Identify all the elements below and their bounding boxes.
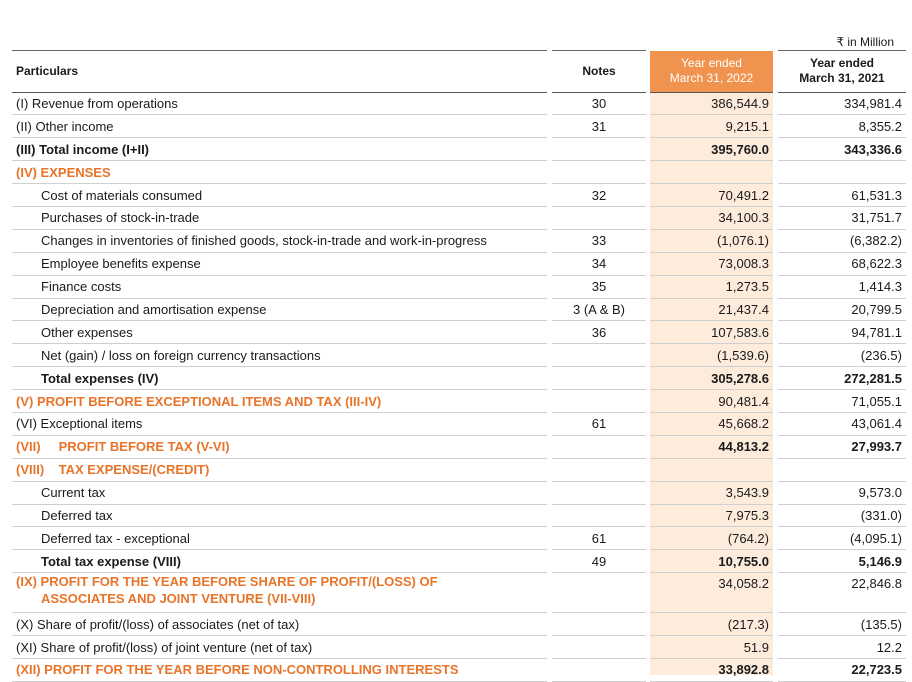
table-row [12,138,906,161]
header-row [12,51,906,92]
row-notes [552,138,646,161]
row-previous: 12.2 [778,636,906,659]
row-current: 305,278.6 [650,367,773,390]
row-previous: 334,981.4 [778,92,906,115]
row-notes: 32 [552,184,646,207]
row-label: (X) Share of profit/(loss) of associates (net of tax) [12,613,547,636]
row-notes [552,367,646,390]
row-previous: 8,355.2 [778,115,906,138]
row-previous: 71,055.1 [778,390,906,413]
row-previous: (135.5) [778,613,906,636]
row-notes [552,613,646,636]
table-row [12,184,906,207]
table-row [12,412,906,435]
row-label: (XII) PROFIT FOR THE YEAR BEFORE NON-CONTROLLING INTERESTS [12,658,547,681]
row-label: Total expenses (IV) [12,367,547,390]
row-label: Current tax [12,481,547,504]
table-row [12,229,906,252]
row-label: (VII) PROFIT BEFORE TAX (V-VI) [12,435,547,458]
table-row [12,435,906,458]
table-row [12,92,906,115]
row-previous: 343,336.6 [778,138,906,161]
table-row [12,206,906,229]
row-current: 44,813.2 [650,435,773,458]
row-current: 21,437.4 [650,298,773,321]
row-previous: 9,573.0 [778,481,906,504]
row-notes: 61 [552,412,646,435]
table-row [12,481,906,504]
row-label: Deferred tax [12,504,547,527]
row-notes [552,344,646,367]
row-current: 73,008.3 [650,252,773,275]
table-row [12,275,906,298]
row-current: 10,755.0 [650,550,773,573]
table-row [12,504,906,527]
row-label: (I) Revenue from operations [12,92,547,115]
row-current: 90,481.4 [650,390,773,413]
statement-table [12,51,906,682]
row-current: (764.2) [650,527,773,550]
row-label: (IV) EXPENSES [12,161,547,184]
row-previous: 27,993.7 [778,435,906,458]
row-previous: 20,799.5 [778,298,906,321]
row-previous: (331.0) [778,504,906,527]
row-current: (1,076.1) [650,229,773,252]
table-row [12,161,906,184]
row-previous [778,161,906,184]
row-notes: 49 [552,550,646,573]
table-row [12,344,906,367]
table-row [12,390,906,413]
row-notes [552,161,646,184]
row-notes [552,573,646,613]
row-current: 51.9 [650,636,773,659]
row-current: 3,543.9 [650,481,773,504]
table-row [12,367,906,390]
row-label: Purchases of stock-in-trade [12,206,547,229]
row-previous: (4,095.1) [778,527,906,550]
row-label: Changes in inventories of finished goods, stock-in-trade and work-in-progress [12,229,547,252]
row-label: (VIII) TAX EXPENSE/(CREDIT) [12,458,547,481]
row-previous: 94,781.1 [778,321,906,344]
row-previous: 43,061.4 [778,412,906,435]
table-row [12,636,906,659]
row-current: (217.3) [650,613,773,636]
row-previous: (236.5) [778,344,906,367]
particulars-header: Particulars [12,51,547,92]
table-row [12,115,906,138]
row-current: 7,975.3 [650,504,773,527]
row-label: Finance costs [12,275,547,298]
table-row [12,458,906,481]
row-label: Depreciation and amortisation expense [12,298,547,321]
row-label: (VI) Exceptional items [12,412,547,435]
row-notes: 36 [552,321,646,344]
row-notes [552,481,646,504]
row-label: Cost of materials consumed [12,184,547,207]
row-notes: 35 [552,275,646,298]
row-current: (1,539.6) [650,344,773,367]
row-notes [552,658,646,681]
row-current: 1,273.5 [650,275,773,298]
table-row [12,298,906,321]
previous-year-header: Year ended March 31, 2021 [778,51,906,92]
row-label: (II) Other income [12,115,547,138]
table-row [12,527,906,550]
notes-header: Notes [552,51,646,92]
row-label: (XI) Share of profit/(loss) of joint venture (net of tax) [12,636,547,659]
row-previous [778,458,906,481]
row-label: Net (gain) / loss on foreign currency transactions [12,344,547,367]
row-label: Total tax expense (VIII) [12,550,547,573]
row-current: 395,760.0 [650,138,773,161]
row-label: Other expenses [12,321,547,344]
row-current: 33,892.8 [650,658,773,681]
row-current: 9,215.1 [650,115,773,138]
table-row [12,613,906,636]
row-notes [552,636,646,659]
unit-label: ₹ in Million [836,35,894,49]
row-current: 34,058.2 [650,573,773,613]
row-previous: 1,414.3 [778,275,906,298]
row-current: 386,544.9 [650,92,773,115]
current-year-header: Year ended March 31, 2022 [650,51,773,92]
row-previous: 22,846.8 [778,573,906,613]
row-current [650,161,773,184]
row-notes [552,458,646,481]
row-label: (V) PROFIT BEFORE EXCEPTIONAL ITEMS AND TAX (III-IV) [12,390,547,413]
row-previous: 5,146.9 [778,550,906,573]
row-notes: 31 [552,115,646,138]
table-row [12,658,906,681]
row-previous: 22,723.5 [778,658,906,681]
row-current [650,458,773,481]
row-notes [552,504,646,527]
row-notes: 30 [552,92,646,115]
row-current: 107,583.6 [650,321,773,344]
row-previous: 61,531.3 [778,184,906,207]
row-current: 45,668.2 [650,412,773,435]
row-previous: 68,622.3 [778,252,906,275]
row-notes: 3 (A & B) [552,298,646,321]
row-label: (IX) PROFIT FOR THE YEAR BEFORE SHARE OF PROFIT/(LOSS) OF ASSOCIATES AND JOINT VENTURE (VII-VIII) [12,573,547,613]
row-previous: 31,751.7 [778,206,906,229]
row-notes: 34 [552,252,646,275]
row-notes [552,390,646,413]
table-row [12,550,906,573]
row-notes [552,206,646,229]
row-label: (III) Total income (I+II) [12,138,547,161]
row-current: 70,491.2 [650,184,773,207]
row-previous: (6,382.2) [778,229,906,252]
table-row [12,573,906,613]
row-notes: 33 [552,229,646,252]
row-previous: 272,281.5 [778,367,906,390]
row-label: Deferred tax - exceptional [12,527,547,550]
row-current: 34,100.3 [650,206,773,229]
row-notes [552,435,646,458]
row-label: Employee benefits expense [12,252,547,275]
row-notes: 61 [552,527,646,550]
table-row [12,321,906,344]
table-row [12,252,906,275]
